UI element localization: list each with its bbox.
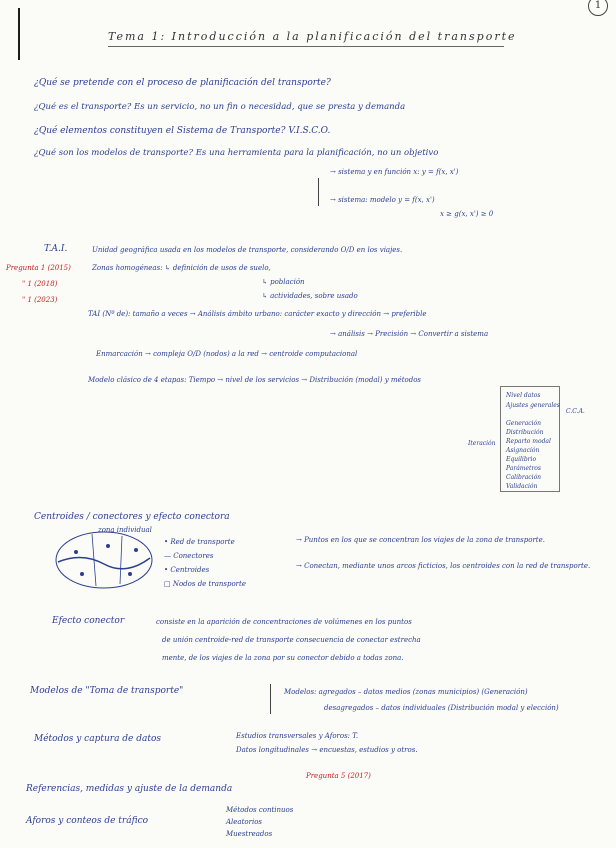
question-2: ¿Qué es el transporte? Es un servicio, no un fin o necesidad, que se presta y demanda [34,102,406,112]
centroid-point [128,572,132,576]
exam-ref-2: " 1 (2018) [22,280,58,288]
box-item-3: Reparto modal [506,438,551,445]
captura-item-2: Datos longitudinales → encuestas, estudios y otros. [236,746,418,754]
modelos-item-1: Modelos: agregados – datos medios (zonas municipios) (Generación) [284,688,528,696]
system-bracket [318,178,319,206]
transport-network-line [58,557,150,568]
centroids-desc-1: → Puntos en los que se concentran los viajes de la zona de transporte. [296,536,545,544]
box-header-1: Nivel datos [506,392,541,399]
tai-detail-4: Modelo clásico de 4 etapas: Tiempo → nivel de los servicios → Distribución (modal) y métodos [88,376,422,384]
centroids-desc-2: → Conectan, mediante unos arcos ficticios, los centroides con la red de transporte. [296,562,591,570]
exam-ref-bottom: Pregunta 5 (2017) [306,772,371,780]
centroid-point [134,548,138,552]
box-item-7: Calibración [506,474,542,481]
referencias-line: Referencias, medidas y ajuste de la demanda [26,784,233,794]
box-left-label: Iteración [468,440,496,447]
box-side-label: C.C.A. [566,408,585,415]
aforos-label: Aforos y conteos de tráfico [26,816,149,826]
box-item-4: Asignación [506,447,540,454]
centroid-point [74,550,78,554]
zone-divider [120,536,122,584]
margin-line [18,8,20,60]
efecto-conector-2: de unión centroide-red de transporte consecuencia de conectar estrecha [162,636,421,644]
system-note-3: x ≥ g(x, x') ≥ 0 [440,210,494,218]
legend-3: • Centroides [164,566,210,574]
box-header-2: Ajustes generales [506,402,560,409]
box-item-2: Distribución [506,429,544,436]
captura-item-1: Estudios transversales y Aforos: T. [236,732,359,740]
efecto-conector-label: Efecto conector [52,616,125,626]
efecto-conector-1: consiste en la aparición de concentraciones de volúmenes en los puntos [156,618,412,626]
box-item-8: Validación [506,483,538,490]
tai-detail-2: → análisis → Precisión → Convertir a sistema [330,330,489,338]
efecto-conector-3: mente, de los viajes de la zona por su conector debido a todas zona. [162,654,404,662]
centroids-heading: Centroides / conectores y efecto conectora [34,512,230,522]
system-note-2: → sistema: modelo y = f(x, x') [330,196,435,204]
exam-ref-1: Pregunta 1 (2015) [6,264,71,272]
legend-2: — Conectores [164,552,214,560]
box-item-6: Parámetros [506,465,542,472]
system-note-1: → sistema y en función x: y = f(x, x') [330,168,459,176]
tai-text-4: ↳ actividades, sobre usado [262,292,358,300]
aforos-item-2: Aleatorios [226,818,263,826]
exam-ref-3: " 1 (2023) [22,296,58,304]
zone-label: zona individual [98,526,152,534]
tai-detail-3: Enmarcación → compleja O/D (nodos) a la red → centroide computacional [96,350,358,358]
tai-text-3: ↳ población [262,278,305,286]
question-1: ¿Qué se pretende con el proceso de planificación del transporte? [34,78,331,88]
page-title: Tema 1: Introducción a la planificación del transporte [108,30,517,43]
tai-text-2: Zonas homogéneas: ↳ definición de usos de suelo, [92,264,271,272]
zone-network-diagram [52,522,156,594]
aforos-item-3: Muestreados [226,830,273,838]
legend-4: □ Nodos de transporte [164,580,246,588]
question-4: ¿Qué son los modelos de transporte? Es una herramienta para la planificación, no un objetivo [34,148,439,158]
tai-detail-1: TAI (Nº de): tamaño a veces → Análisis ámbito urbano: carácter exacto y dirección → preferible [88,310,427,318]
title-underline [108,46,504,47]
captura-label: Métodos y captura de datos [34,734,162,744]
tai-text-1: Unidad geográfica usada en los modelos de transporte, considerando O/D en los viajes. [92,246,403,254]
tai-label: T.A.I. [44,244,68,254]
question-3: ¿Qué elementos constituyen el Sistema de Transporte? V.I.S.C.O. [34,126,331,136]
centroid-point [80,572,84,576]
modelos-toma-label: Modelos de "Toma de transporte" [30,686,184,696]
zone-boundary [56,532,152,588]
aforos-item-1: Métodos continuos [226,806,294,814]
modelos-bracket [270,684,271,714]
legend-1: • Red de transporte [164,538,235,546]
box-item-1: Generación [506,420,541,427]
page-number: 1 [588,0,608,16]
box-item-5: Equilibrio [506,456,537,463]
centroid-point [106,544,110,548]
modelos-item-2: desagregados – datos individuales (Distribución modal y elección) [324,704,559,712]
